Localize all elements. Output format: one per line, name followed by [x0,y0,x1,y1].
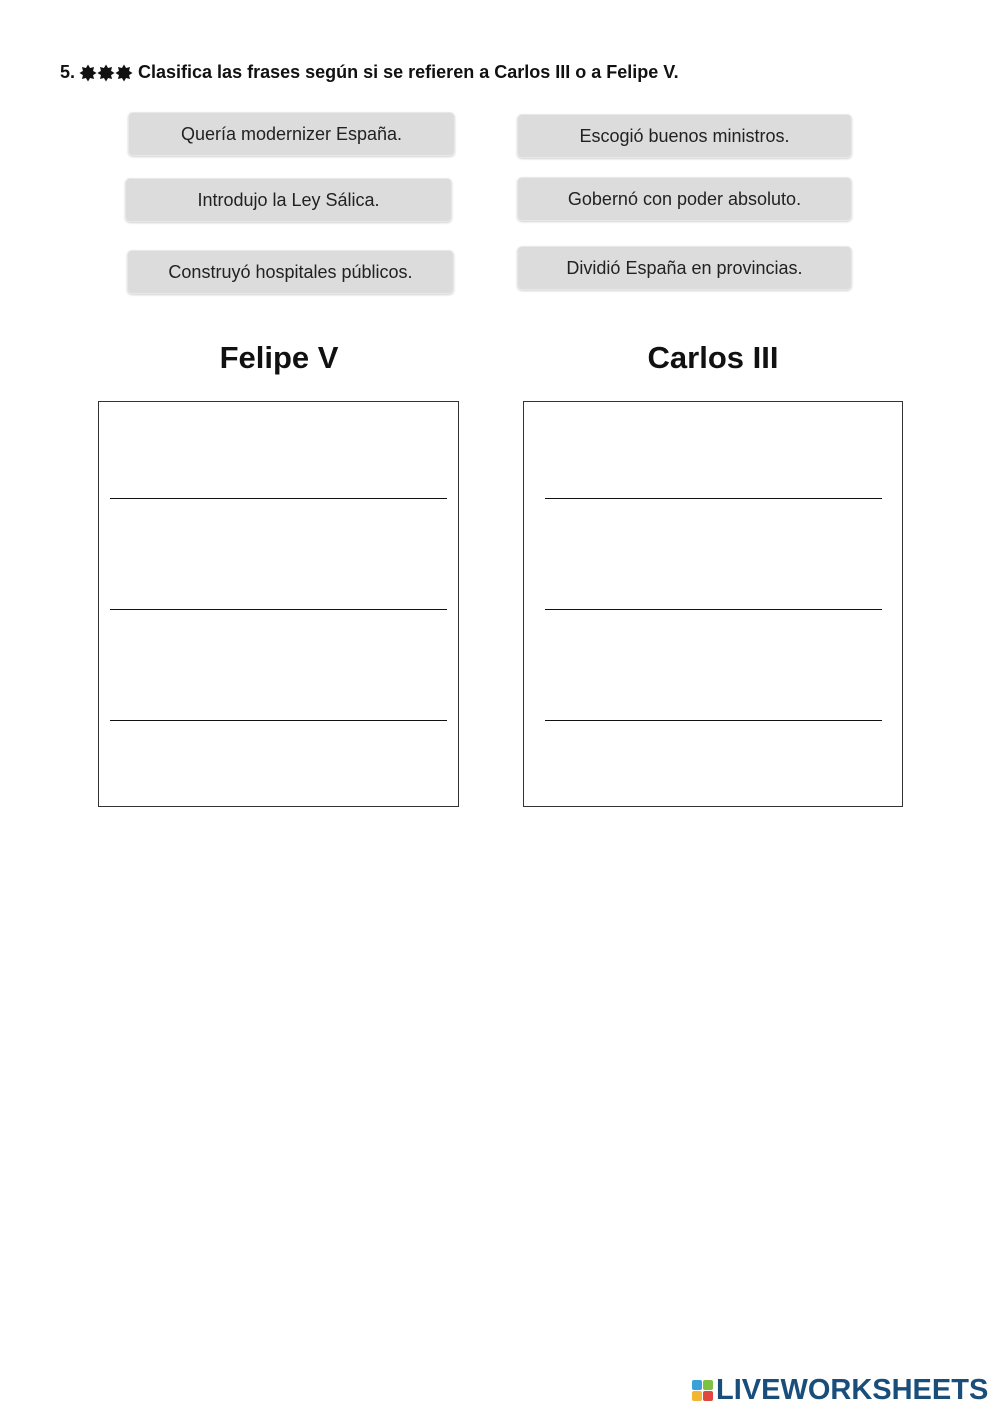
instruction [60,62,679,83]
answer-slot[interactable] [545,410,882,500]
logo-mark-icon [692,1380,713,1401]
instruction-text: Clasifica las frases según si se refieren a Carlos III o a Felipe V. [138,62,679,82]
star-icon [115,64,133,82]
answer-line [110,609,447,610]
answer-line [110,720,447,721]
drop-box-felipe-v [98,401,459,807]
answer-slot[interactable] [110,520,447,610]
star-icon [97,64,115,82]
answer-line [545,720,882,721]
answer-slot[interactable] [545,630,882,720]
exercise-number: 5. [60,62,76,82]
difficulty-stars [79,64,133,82]
sentence-chip[interactable]: Gobernó con poder absoluto. [517,177,852,221]
sentence-chip[interactable]: Dividió España en provincias. [517,246,852,290]
star-icon [79,64,97,82]
column-title-carlos-iii: Carlos III [647,340,779,375]
sentence-chip[interactable]: Construyó hospitales públicos. [127,250,454,294]
logo-square [692,1380,702,1390]
answer-line [110,498,447,499]
logo-text: LIVEWORKSHEETS [716,1374,989,1406]
drop-box-carlos-iii [523,401,903,807]
sentence-chip[interactable]: Introdujo la Ley Sálica. [125,178,452,222]
sentence-chip[interactable]: Quería modernizer España. [128,112,455,156]
answer-line [545,609,882,610]
answer-slot[interactable] [110,630,447,720]
liveworksheets-logo [692,1374,988,1407]
answer-slot[interactable] [110,410,447,500]
answer-slot[interactable] [545,520,882,610]
logo-square [703,1380,713,1390]
column-title-felipe-v: Felipe V [219,340,339,375]
answer-line [545,498,882,499]
logo-square [692,1391,702,1401]
sentence-chip[interactable]: Escogió buenos ministros. [517,114,852,158]
logo-square [703,1391,713,1401]
